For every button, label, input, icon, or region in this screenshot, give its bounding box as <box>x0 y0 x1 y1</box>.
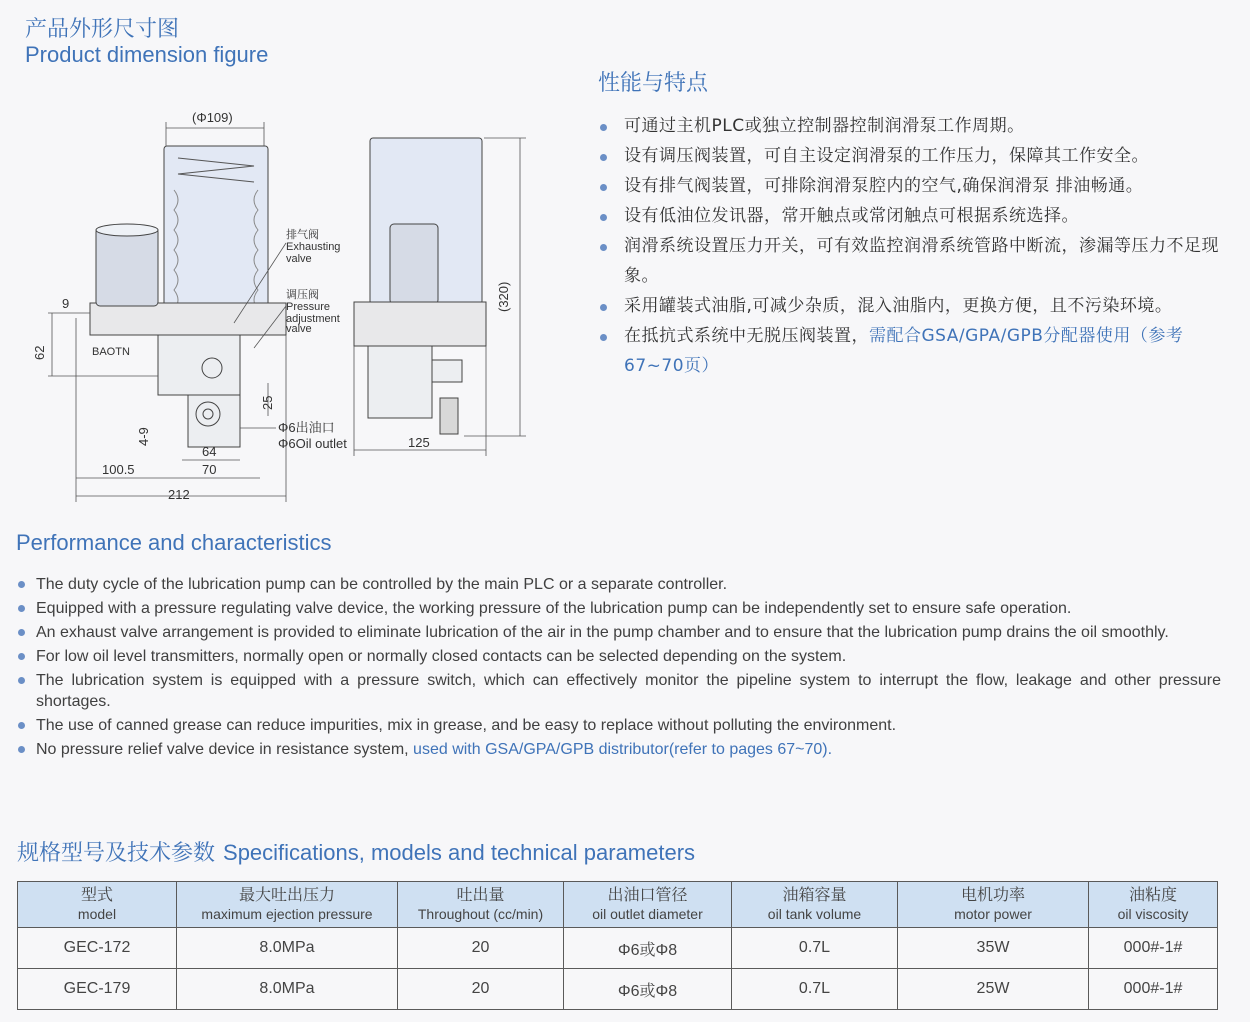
front-motor <box>96 228 158 306</box>
table-cell: 000#-1# <box>1089 928 1218 969</box>
specs-title <box>17 836 695 867</box>
features-cn-last-blue: 需配合GSA/GPA/GPB分配器使用（参考67~70页） <box>624 326 1184 376</box>
bullet-icon <box>600 184 607 191</box>
dim-64: 64 <box>202 444 217 459</box>
table-cell: 8.0MPa <box>177 969 398 1010</box>
table-cell: 35W <box>898 928 1089 969</box>
outlet-label-cn: Φ6出油口 <box>278 420 335 435</box>
features-cn-section <box>598 66 1228 381</box>
bullet-icon <box>18 722 25 729</box>
list-item: 采用罐装式油脂,可减少杂质，混入油脂内，更换方便，且不污染环境。 <box>598 291 1228 321</box>
list-item: For low oil level transmitters, normally open or normally closed contacts can be selected depending on the system. <box>16 646 1221 667</box>
dim-4-9: 4-9 <box>136 427 151 446</box>
table-cell: GEC-179 <box>18 969 177 1010</box>
header-cell: 吐出量 Throughout (cc/min) <box>398 882 564 928</box>
table-cell: GEC-172 <box>18 928 177 969</box>
table-cell: Φ6或Φ8 <box>564 969 732 1010</box>
bullet-icon <box>600 304 607 311</box>
list-item <box>16 739 1221 760</box>
bullet-icon <box>18 677 25 684</box>
dimension-title-en: Product dimension figure <box>25 42 269 67</box>
list-item: 设有排气阀装置，可排除润滑泵腔内的空气,确保润滑泵 排油畅通。 <box>598 171 1228 201</box>
bullet-icon <box>18 629 25 636</box>
performance-en-list <box>16 574 1221 760</box>
features-cn-list <box>598 111 1228 381</box>
front-base <box>90 303 286 335</box>
list-item: 可通过主机PLC或独立控制器控制润滑泵工作周期。 <box>598 111 1228 141</box>
header-cell: 型式 model <box>18 882 177 928</box>
header-cell: 出油口管径 oil outlet diameter <box>564 882 732 928</box>
dim-height-320: (320) <box>496 281 511 312</box>
table-cell: 0.7L <box>732 969 898 1010</box>
table-row <box>18 928 1218 969</box>
performance-en-section <box>16 530 1221 763</box>
performance-en-last-plain: No pressure relief valve device in resistance system, <box>36 741 414 758</box>
list-item: 润滑系统设置压力开关，可有效监控润滑系统管路中断流，渗漏等压力不足现象。 <box>598 231 1228 291</box>
pressure-label-en-1: Pressure <box>286 301 331 313</box>
dim-25: 25 <box>260 395 275 410</box>
features-cn-last-plain: 在抵抗式系统中无脱压阀装置， <box>624 326 869 346</box>
list-item <box>598 321 1228 381</box>
list-item: 设有调压阀装置，可自主设定润滑泵的工作压力，保障其工作安全。 <box>598 141 1228 171</box>
front-pump-body <box>158 335 240 395</box>
outlet-label-en: Φ6Oil outlet <box>278 436 347 451</box>
pressure-label-en-2: adjustment <box>286 313 340 325</box>
header-cell: 油粘度 oil viscosity <box>1089 882 1218 928</box>
features-cn-title: 性能与特点 <box>598 71 709 96</box>
bullet-icon <box>18 653 25 660</box>
table-row <box>18 969 1218 1010</box>
exhaust-label-cn: 排气阀 <box>286 229 319 241</box>
bullet-icon <box>600 124 607 131</box>
bullet-icon <box>18 581 25 588</box>
list-item: An exhaust valve arrangement is provided to eliminate lubrication of the air in the pump chamber and to ensure that the lubrication pump drains the oil smoothly. <box>16 622 1221 643</box>
pressure-label-en-3: valve <box>286 323 312 335</box>
brand-plate: BAOTN <box>92 346 130 358</box>
bullet-icon <box>600 244 607 251</box>
header-cell: 电机功率 motor power <box>898 882 1089 928</box>
exhaust-label-en-1: Exhausting <box>286 241 341 253</box>
side-motor <box>390 224 438 304</box>
side-base <box>354 302 486 346</box>
list-item: 设有低油位发讯器，常开触点或常闭触点可根据系统选择。 <box>598 201 1228 231</box>
table-cell: 8.0MPa <box>177 928 398 969</box>
list-item: The lubrication system is equipped with a pressure switch, which can effectively monitor the pipeline system to interrupt the flow, leakage and other pressure shortages. <box>16 670 1221 712</box>
table-cell: Φ6或Φ8 <box>564 928 732 969</box>
dim-212: 212 <box>168 487 190 502</box>
bullet-icon <box>600 214 607 221</box>
exhaust-label-en-2: valve <box>286 253 312 265</box>
bullet-icon <box>18 605 25 612</box>
dim-70: 70 <box>202 462 217 477</box>
dim-125: 125 <box>408 435 430 450</box>
dim-62: 62 <box>32 345 47 360</box>
table-cell: 25W <box>898 969 1089 1010</box>
table-cell: 000#-1# <box>1089 969 1218 1010</box>
table-cell: 20 <box>398 969 564 1010</box>
list-item: The duty cycle of the lubrication pump can be controlled by the main PLC or a separate controller. <box>16 574 1221 595</box>
dim-100-5: 100.5 <box>102 462 135 477</box>
performance-en-last-blue: used with GSA/GPA/GPB distributor(refer to pages 67~70). <box>413 741 833 758</box>
dim-diameter-109: (Φ109) <box>192 110 233 125</box>
pressure-label-cn: 调压阀 <box>286 289 319 301</box>
bullet-icon <box>18 746 25 753</box>
table-cell: 20 <box>398 928 564 969</box>
specs-title-en: Specifications, models and technical parameters <box>223 840 696 865</box>
dimension-drawing <box>28 98 568 518</box>
dimension-drawing-svg <box>28 98 568 518</box>
list-item: The use of canned grease can reduce impurities, mix in grease, and be easy to replace without polluting the environment. <box>16 715 1221 736</box>
dim-9: 9 <box>62 296 70 311</box>
bullet-icon <box>600 154 607 161</box>
bullet-icon <box>600 334 607 341</box>
header-cell: 油箱容量 oil tank volume <box>732 882 898 928</box>
dimension-title-cn: 产品外形尺寸图 <box>25 17 180 42</box>
specs-table <box>17 881 1218 1010</box>
table-cell: 0.7L <box>732 928 898 969</box>
table-header-row <box>18 882 1218 928</box>
specs-title-cn: 规格型号及技术参数 <box>17 841 216 866</box>
list-item: Equipped with a pressure regulating valve device, the working pressure of the lubrication pump can be independently set to ensure safe operation. <box>16 598 1221 619</box>
header-cell: 最大吐出压力 maximum ejection pressure <box>177 882 398 928</box>
performance-en-title: Performance and characteristics <box>16 530 332 555</box>
